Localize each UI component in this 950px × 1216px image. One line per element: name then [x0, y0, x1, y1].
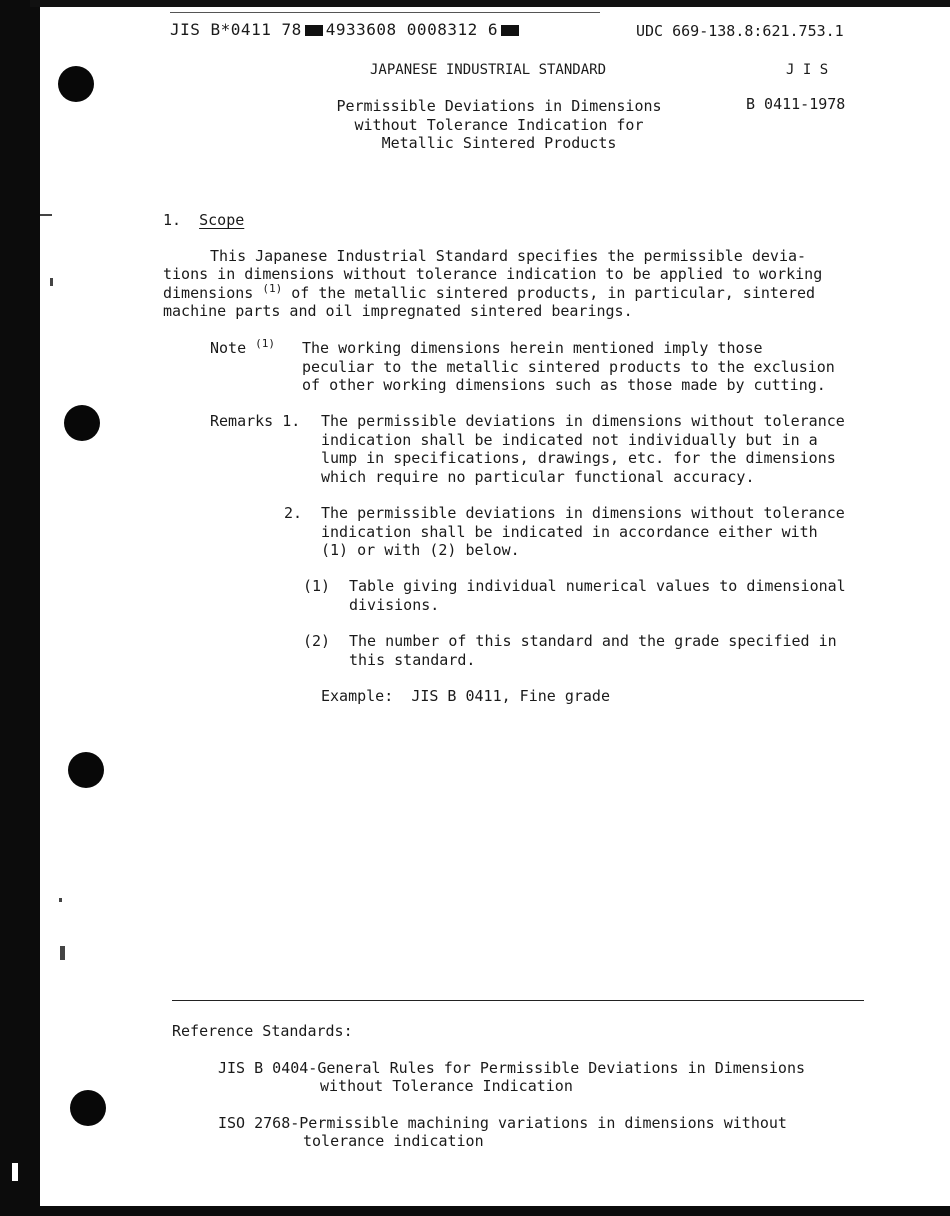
scan-speck [40, 214, 52, 216]
designation: B 0411-1978 [746, 95, 846, 113]
section-title: Scope [199, 211, 245, 229]
title-line: Metallic Sintered Products [381, 134, 617, 152]
block-mark [501, 25, 519, 36]
scope-text: dimensions [163, 284, 254, 302]
document-title [332, 97, 666, 153]
remark-line: lump in specifications, drawings, etc. for the dimensions [321, 449, 836, 467]
remark-2-body [321, 504, 845, 560]
subitem-line: The number of this standard and the grade specified in [349, 632, 837, 650]
scan-speck [50, 278, 53, 286]
remark-line: The permissible deviations in dimensions without tolerance [321, 412, 845, 430]
note-line: of other working dimensions such as those made by cutting. [302, 376, 826, 394]
jis-mark: J I S [786, 62, 829, 78]
remark-line: indication shall be indicated in accordance either with [321, 522, 818, 541]
block-mark [305, 25, 323, 36]
remark-number: 2. [284, 504, 303, 522]
catalog-code-mid: 4933608 0008312 6 [325, 20, 498, 39]
reference-item: ISO 2768-Permissible machining variations in dimensions without [218, 1114, 787, 1132]
standard-name: JAPANESE INDUSTRIAL STANDARD [370, 62, 607, 78]
reference-item: JIS B 0404-General Rules for Permissible Deviations in Dimensions [218, 1059, 805, 1077]
remark-line: indication shall be indicated not individually but in a [321, 430, 818, 449]
subitem-number: (2) [303, 632, 331, 650]
remark-1-body [321, 412, 845, 486]
remark-line: (1) or with (2) below. [321, 541, 520, 559]
note-label-text: Note [210, 339, 247, 357]
punch-hole [64, 405, 100, 441]
scope-line-1: This Japanese Industrial Standard specifies the permissible devia- [210, 247, 807, 265]
section-heading [163, 211, 244, 230]
scan-top-line [170, 12, 600, 13]
scan-top-edge [30, 0, 950, 7]
remark-number: 1. [282, 412, 301, 430]
punch-hole [68, 752, 104, 788]
remarks-label [210, 412, 300, 431]
scan-bottom-edge [0, 1206, 950, 1216]
note-label [210, 339, 275, 358]
scan-edge-notch [12, 1163, 18, 1181]
remark-line: The permissible deviations in dimensions without tolerance [321, 504, 845, 522]
example-label: Example: [321, 687, 394, 705]
subitem-line: this standard. [349, 650, 476, 669]
scan-speck [59, 898, 62, 902]
note-line: peculiar to the metallic sintered products to the exclusion [302, 357, 835, 376]
scope-line-3 [163, 284, 815, 303]
section-number: 1. [163, 211, 182, 229]
reference-item-cont: tolerance indication [303, 1132, 484, 1150]
note-body [302, 339, 835, 395]
subitem-line: Table giving individual numerical values to dimensional [349, 577, 846, 595]
scope-line-4: machine parts and oil impregnated sintered bearings. [163, 302, 633, 320]
catalog-code-left: JIS B*0411 78 [170, 20, 302, 39]
subitem-line: divisions. [349, 595, 440, 614]
footer-rule [172, 1000, 864, 1001]
remarks-label-text: Remarks [210, 412, 274, 430]
punch-hole [70, 1090, 106, 1126]
catalog-code [170, 21, 522, 40]
title-line: without Tolerance Indication for [354, 115, 644, 134]
note-ref: (1) [255, 337, 276, 350]
subitem-1-body [349, 577, 846, 614]
remark-line: which require no particular functional accuracy. [321, 467, 755, 486]
footnote-ref: (1) [262, 282, 283, 295]
scan-left-edge [0, 0, 40, 1216]
reference-item-cont: without Tolerance Indication [320, 1077, 573, 1095]
subitem-number: (1) [303, 577, 331, 595]
subitem-2-body [349, 632, 837, 669]
scope-line-2: tions in dimensions without tolerance indication to be applied to working [163, 265, 823, 283]
udc-code: UDC 669-138.8:621.753.1 [636, 22, 844, 40]
punch-hole [58, 66, 94, 102]
note-line: The working dimensions herein mentioned imply those [302, 339, 763, 357]
example [321, 687, 610, 706]
example-value: JIS B 0411, Fine grade [411, 687, 610, 705]
references-heading: Reference Standards: [172, 1022, 353, 1040]
scope-text: of the metallic sintered products, in particular, sintered [291, 284, 816, 302]
scan-speck [60, 946, 65, 960]
title-line: Permissible Deviations in Dimensions [336, 97, 662, 115]
